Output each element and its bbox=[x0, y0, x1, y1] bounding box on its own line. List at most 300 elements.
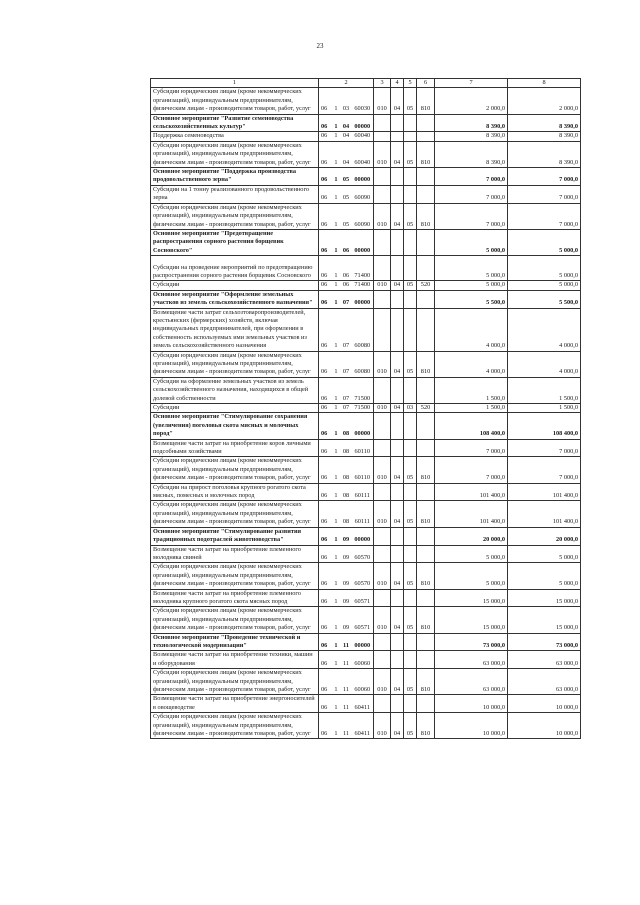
code-subprogram-cell: 1 bbox=[332, 168, 341, 186]
row-name-cell: Субсидии юридическим лицам (кроме некоммерческих организаций), индивидуальным предпринимателям, физическим лицам - производителям товаров, работ, услуг bbox=[151, 457, 319, 483]
code-program-cell: 06 bbox=[319, 229, 332, 255]
code-subprogram-cell: 1 bbox=[332, 351, 341, 377]
code-subsection-cell: 05 bbox=[404, 501, 417, 527]
code-subprogram-cell: 1 bbox=[332, 203, 341, 229]
table-row bbox=[151, 713, 581, 739]
row-name-cell: Субсидии на прирост поголовья крупного рогатого скота мясных, помесных и молочных пород bbox=[151, 483, 319, 501]
code-subprogram-cell: 1 bbox=[332, 256, 341, 281]
code-section-cell bbox=[391, 114, 404, 132]
code-activity-cell: 11 bbox=[341, 713, 352, 739]
amount-col7-cell: 108 400,0 bbox=[435, 413, 508, 439]
code-subprogram-cell: 1 bbox=[332, 695, 341, 713]
code-section-cell: 04 bbox=[391, 501, 404, 527]
code-subprogram-cell: 1 bbox=[332, 607, 341, 633]
code-subprogram-cell: 1 bbox=[332, 483, 341, 501]
code-expense-type-cell: 810 bbox=[417, 563, 435, 589]
code-expense-type-cell: 520 bbox=[417, 404, 435, 413]
code-section-cell: 04 bbox=[391, 457, 404, 483]
code-program-cell: 06 bbox=[319, 457, 332, 483]
amount-col7-cell: 63 000,0 bbox=[435, 651, 508, 669]
code-section-cell: 04 bbox=[391, 713, 404, 739]
code-subprogram-cell: 1 bbox=[332, 713, 341, 739]
code-program-cell: 06 bbox=[319, 669, 332, 695]
code-subsection-cell bbox=[404, 483, 417, 501]
table-row bbox=[151, 607, 581, 633]
table-row bbox=[151, 351, 581, 377]
code-subprogram-cell: 1 bbox=[332, 229, 341, 255]
row-name-cell: Субсидии bbox=[151, 404, 319, 413]
header-cell: 5 bbox=[404, 79, 417, 88]
code-direction-cell: 00000 bbox=[352, 229, 374, 255]
row-name-cell: Основное мероприятие "Стимулирование сохранения (увеличения) поголовья скота мясных и молочных пород" bbox=[151, 413, 319, 439]
amount-col7-cell: 73 000,0 bbox=[435, 633, 508, 651]
code-direction-cell: 60111 bbox=[352, 501, 374, 527]
code-section-cell bbox=[391, 651, 404, 669]
code-program-cell: 06 bbox=[319, 501, 332, 527]
code-expense-type-cell bbox=[417, 256, 435, 281]
code-direction-cell: 00000 bbox=[352, 290, 374, 308]
code-activity-cell: 09 bbox=[341, 527, 352, 545]
code-program-cell: 06 bbox=[319, 413, 332, 439]
code-section-cell bbox=[391, 483, 404, 501]
code-subprogram-cell: 1 bbox=[332, 377, 341, 403]
code-direction-cell: 60570 bbox=[352, 545, 374, 563]
code-program-cell: 06 bbox=[319, 256, 332, 281]
header-cell: 4 bbox=[391, 79, 404, 88]
code-subprogram-cell: 1 bbox=[332, 651, 341, 669]
code-section-cell bbox=[391, 377, 404, 403]
code-subprogram-cell: 1 bbox=[332, 563, 341, 589]
code-expense-type-cell: 810 bbox=[417, 141, 435, 167]
code-direction-cell: 00000 bbox=[352, 168, 374, 186]
row-name-cell: Основное мероприятие "Предотвращение распространения сорного растения борщевик Сосновского" bbox=[151, 229, 319, 255]
code-section-cell bbox=[391, 695, 404, 713]
code-subsection-cell bbox=[404, 651, 417, 669]
table-row bbox=[151, 185, 581, 203]
table-row bbox=[151, 256, 581, 281]
table-row bbox=[151, 141, 581, 167]
code-subsection-cell bbox=[404, 308, 417, 351]
code-ministry-cell bbox=[374, 290, 391, 308]
row-name-cell: Основное мероприятие "Проведение технической и технологической модернизации" bbox=[151, 633, 319, 651]
header-cell: 3 bbox=[374, 79, 391, 88]
amount-col8-cell: 5 000,0 bbox=[508, 563, 581, 589]
table-row-main-activity bbox=[151, 229, 581, 255]
code-direction-cell: 60570 bbox=[352, 563, 374, 589]
table-row-main-activity bbox=[151, 633, 581, 651]
code-ministry-cell bbox=[374, 589, 391, 607]
code-direction-cell: 60040 bbox=[352, 132, 374, 141]
code-ministry-cell bbox=[374, 527, 391, 545]
code-subsection-cell bbox=[404, 229, 417, 255]
code-ministry-cell bbox=[374, 229, 391, 255]
code-activity-cell: 11 bbox=[341, 633, 352, 651]
code-ministry-cell bbox=[374, 413, 391, 439]
row-name-cell: Возмещение части затрат на приобретение техники, машин и оборудования bbox=[151, 651, 319, 669]
code-program-cell: 06 bbox=[319, 168, 332, 186]
code-subprogram-cell: 1 bbox=[332, 527, 341, 545]
amount-col7-cell: 8 390,0 bbox=[435, 132, 508, 141]
amount-col8-cell: 10 000,0 bbox=[508, 695, 581, 713]
code-subsection-cell bbox=[404, 256, 417, 281]
code-expense-type-cell: 810 bbox=[417, 713, 435, 739]
amount-col8-cell: 7 000,0 bbox=[508, 185, 581, 203]
code-activity-cell: 05 bbox=[341, 185, 352, 203]
code-expense-type-cell bbox=[417, 308, 435, 351]
code-ministry-cell bbox=[374, 308, 391, 351]
code-activity-cell: 07 bbox=[341, 308, 352, 351]
amount-col8-cell: 15 000,0 bbox=[508, 607, 581, 633]
code-subsection-cell bbox=[404, 132, 417, 141]
code-subprogram-cell: 1 bbox=[332, 114, 341, 132]
table-row bbox=[151, 203, 581, 229]
amount-col8-cell: 5 000,0 bbox=[508, 281, 581, 290]
code-subsection-cell: 05 bbox=[404, 563, 417, 589]
code-activity-cell: 05 bbox=[341, 203, 352, 229]
row-name-cell: Субсидии на 1 тонну реализованного продовольственного зерна bbox=[151, 185, 319, 203]
code-subprogram-cell: 1 bbox=[332, 185, 341, 203]
amount-col7-cell: 1 500,0 bbox=[435, 377, 508, 403]
code-program-cell: 06 bbox=[319, 203, 332, 229]
code-subsection-cell: 05 bbox=[404, 351, 417, 377]
amount-col7-cell: 8 390,0 bbox=[435, 141, 508, 167]
code-ministry-cell bbox=[374, 545, 391, 563]
amount-col8-cell: 101 400,0 bbox=[508, 483, 581, 501]
code-direction-cell: 60060 bbox=[352, 651, 374, 669]
row-name-cell: Основное мероприятие "Развитие семеноводства сельскохозяйственных культур" bbox=[151, 114, 319, 132]
amount-col8-cell: 5 000,0 bbox=[508, 545, 581, 563]
row-name-cell: Основное мероприятие "Поддержка производства продовольственного зерна" bbox=[151, 168, 319, 186]
code-expense-type-cell bbox=[417, 377, 435, 403]
code-expense-type-cell bbox=[417, 229, 435, 255]
table-row-main-activity bbox=[151, 290, 581, 308]
table-row-main-activity bbox=[151, 527, 581, 545]
code-ministry-cell: 010 bbox=[374, 203, 391, 229]
row-name-cell: Субсидии юридическим лицам (кроме некоммерческих организаций), индивидуальным предпринимателям, физическим лицам - производителям товаров, работ, услуг bbox=[151, 141, 319, 167]
code-program-cell: 06 bbox=[319, 483, 332, 501]
code-expense-type-cell bbox=[417, 290, 435, 308]
code-program-cell: 06 bbox=[319, 713, 332, 739]
code-section-cell: 04 bbox=[391, 563, 404, 589]
code-subsection-cell: 05 bbox=[404, 713, 417, 739]
code-ministry-cell bbox=[374, 377, 391, 403]
code-subsection-cell bbox=[404, 168, 417, 186]
amount-col8-cell: 7 000,0 bbox=[508, 203, 581, 229]
amount-col8-cell: 63 000,0 bbox=[508, 669, 581, 695]
code-direction-cell: 00000 bbox=[352, 633, 374, 651]
code-ministry-cell bbox=[374, 256, 391, 281]
row-name-cell: Возмещение части затрат на приобретение племенного молодняка свиней bbox=[151, 545, 319, 563]
code-activity-cell: 08 bbox=[341, 439, 352, 457]
table-row bbox=[151, 377, 581, 403]
code-expense-type-cell bbox=[417, 168, 435, 186]
code-activity-cell: 09 bbox=[341, 589, 352, 607]
amount-col7-cell: 15 000,0 bbox=[435, 607, 508, 633]
row-name-cell: Субсидии юридическим лицам (кроме некоммерческих организаций), индивидуальным предпринимателям, физическим лицам - производителям товаров, работ, услуг bbox=[151, 203, 319, 229]
code-program-cell: 06 bbox=[319, 185, 332, 203]
table-row bbox=[151, 589, 581, 607]
code-subsection-cell bbox=[404, 633, 417, 651]
code-program-cell: 06 bbox=[319, 527, 332, 545]
code-subprogram-cell: 1 bbox=[332, 404, 341, 413]
row-name-cell: Субсидии юридическим лицам (кроме некоммерческих организаций), индивидуальным предпринимателям, физическим лицам - производителям товаров, работ, услуг bbox=[151, 713, 319, 739]
code-expense-type-cell bbox=[417, 413, 435, 439]
code-section-cell bbox=[391, 527, 404, 545]
code-direction-cell: 00000 bbox=[352, 114, 374, 132]
amount-col8-cell: 5 000,0 bbox=[508, 229, 581, 255]
code-activity-cell: 08 bbox=[341, 457, 352, 483]
amount-col7-cell: 15 000,0 bbox=[435, 589, 508, 607]
code-expense-type-cell: 810 bbox=[417, 607, 435, 633]
table-row bbox=[151, 308, 581, 351]
code-subprogram-cell: 1 bbox=[332, 589, 341, 607]
table-row bbox=[151, 695, 581, 713]
code-subsection-cell: 05 bbox=[404, 141, 417, 167]
code-subsection-cell bbox=[404, 695, 417, 713]
amount-col8-cell: 8 390,0 bbox=[508, 132, 581, 141]
code-ministry-cell bbox=[374, 483, 391, 501]
code-ministry-cell: 010 bbox=[374, 563, 391, 589]
code-ministry-cell bbox=[374, 651, 391, 669]
code-activity-cell: 07 bbox=[341, 377, 352, 403]
code-program-cell: 06 bbox=[319, 563, 332, 589]
code-subprogram-cell: 1 bbox=[332, 88, 341, 114]
row-name-cell: Возмещение части затрат сельхозтоваропроизводителей, крестьянских (фермерских) хозяйств, включая индивидуальных предпринимателей, при оформлении в собственность используемых ими земельных участков из земель сельскохозяйственного назначения bbox=[151, 308, 319, 351]
code-expense-type-cell bbox=[417, 589, 435, 607]
code-subprogram-cell: 1 bbox=[332, 308, 341, 351]
code-subsection-cell bbox=[404, 545, 417, 563]
code-activity-cell: 04 bbox=[341, 114, 352, 132]
code-activity-cell: 03 bbox=[341, 88, 352, 114]
code-subsection-cell bbox=[404, 439, 417, 457]
amount-col7-cell: 4 000,0 bbox=[435, 351, 508, 377]
code-subprogram-cell: 1 bbox=[332, 669, 341, 695]
code-expense-type-cell bbox=[417, 527, 435, 545]
code-section-cell: 04 bbox=[391, 351, 404, 377]
code-activity-cell: 09 bbox=[341, 607, 352, 633]
code-subprogram-cell: 1 bbox=[332, 457, 341, 483]
code-program-cell: 06 bbox=[319, 281, 332, 290]
code-ministry-cell bbox=[374, 439, 391, 457]
code-subprogram-cell: 1 bbox=[332, 439, 341, 457]
row-name-cell: Субсидии юридическим лицам (кроме некоммерческих организаций), индивидуальным предпринимателям, физическим лицам - производителям товаров, работ, услуг bbox=[151, 563, 319, 589]
table-row-main-activity bbox=[151, 168, 581, 186]
amount-col8-cell: 2 000,0 bbox=[508, 88, 581, 114]
amount-col8-cell: 101 400,0 bbox=[508, 501, 581, 527]
amount-col7-cell: 5 000,0 bbox=[435, 545, 508, 563]
row-name-cell: Основное мероприятие "Стимулирование развития традиционных подотраслей животноводства" bbox=[151, 527, 319, 545]
code-direction-cell: 60080 bbox=[352, 308, 374, 351]
amount-col7-cell: 10 000,0 bbox=[435, 695, 508, 713]
amount-col8-cell: 4 000,0 bbox=[508, 308, 581, 351]
code-section-cell: 04 bbox=[391, 281, 404, 290]
code-expense-type-cell bbox=[417, 651, 435, 669]
code-program-cell: 06 bbox=[319, 114, 332, 132]
code-expense-type-cell bbox=[417, 545, 435, 563]
code-section-cell bbox=[391, 185, 404, 203]
code-program-cell: 06 bbox=[319, 404, 332, 413]
code-direction-cell: 60080 bbox=[352, 351, 374, 377]
amount-col8-cell: 4 000,0 bbox=[508, 351, 581, 377]
code-section-cell bbox=[391, 439, 404, 457]
code-direction-cell: 71500 bbox=[352, 377, 374, 403]
code-activity-cell: 11 bbox=[341, 651, 352, 669]
amount-col8-cell: 15 000,0 bbox=[508, 589, 581, 607]
code-subsection-cell: 05 bbox=[404, 203, 417, 229]
amount-col7-cell: 2 000,0 bbox=[435, 88, 508, 114]
code-ministry-cell: 010 bbox=[374, 713, 391, 739]
table-row bbox=[151, 132, 581, 141]
code-program-cell: 06 bbox=[319, 308, 332, 351]
amount-col7-cell: 7 000,0 bbox=[435, 457, 508, 483]
code-expense-type-cell: 520 bbox=[417, 281, 435, 290]
amount-col7-cell: 7 000,0 bbox=[435, 439, 508, 457]
code-direction-cell: 60110 bbox=[352, 457, 374, 483]
code-subprogram-cell: 1 bbox=[332, 413, 341, 439]
code-program-cell: 06 bbox=[319, 651, 332, 669]
row-name-cell: Субсидии юридическим лицам (кроме некоммерческих организаций), индивидуальным предпринимателям, физическим лицам - производителям товаров, работ, услуг bbox=[151, 501, 319, 527]
code-expense-type-cell: 810 bbox=[417, 88, 435, 114]
code-ministry-cell: 010 bbox=[374, 88, 391, 114]
code-program-cell: 06 bbox=[319, 439, 332, 457]
code-section-cell bbox=[391, 256, 404, 281]
code-direction-cell: 60090 bbox=[352, 185, 374, 203]
code-activity-cell: 07 bbox=[341, 351, 352, 377]
table-row-main-activity bbox=[151, 413, 581, 439]
code-expense-type-cell bbox=[417, 185, 435, 203]
row-name-cell: Возмещение части затрат на приобретение племенного молодняка крупного рогатого скота мясных пород bbox=[151, 589, 319, 607]
code-section-cell: 04 bbox=[391, 607, 404, 633]
code-program-cell: 06 bbox=[319, 132, 332, 141]
code-ministry-cell: 010 bbox=[374, 281, 391, 290]
amount-col7-cell: 20 000,0 bbox=[435, 527, 508, 545]
code-expense-type-cell bbox=[417, 132, 435, 141]
code-activity-cell: 09 bbox=[341, 545, 352, 563]
amount-col8-cell: 10 000,0 bbox=[508, 713, 581, 739]
code-activity-cell: 08 bbox=[341, 483, 352, 501]
code-subsection-cell bbox=[404, 114, 417, 132]
header-row bbox=[151, 79, 581, 88]
code-section-cell bbox=[391, 290, 404, 308]
row-name-cell: Субсидии bbox=[151, 281, 319, 290]
code-direction-cell: 60060 bbox=[352, 669, 374, 695]
table-row bbox=[151, 439, 581, 457]
code-activity-cell: 11 bbox=[341, 669, 352, 695]
code-direction-cell: 71500 bbox=[352, 404, 374, 413]
code-subsection-cell: 05 bbox=[404, 281, 417, 290]
amount-col8-cell: 108 400,0 bbox=[508, 413, 581, 439]
code-section-cell bbox=[391, 545, 404, 563]
amount-col7-cell: 101 400,0 bbox=[435, 483, 508, 501]
code-activity-cell: 04 bbox=[341, 141, 352, 167]
amount-col8-cell: 1 500,0 bbox=[508, 377, 581, 403]
code-direction-cell: 60411 bbox=[352, 695, 374, 713]
code-activity-cell: 06 bbox=[341, 256, 352, 281]
amount-col7-cell: 1 500,0 bbox=[435, 404, 508, 413]
table-row bbox=[151, 457, 581, 483]
code-program-cell: 06 bbox=[319, 351, 332, 377]
row-name-cell: Возмещение части затрат на приобретение коров личными подсобными хозяйствами bbox=[151, 439, 319, 457]
code-ministry-cell: 010 bbox=[374, 501, 391, 527]
code-ministry-cell bbox=[374, 114, 391, 132]
row-name-cell: Субсидии юридическим лицам (кроме некоммерческих организаций), индивидуальным предпринимателям, физическим лицам - производителям товаров, работ, услуг bbox=[151, 669, 319, 695]
code-program-cell: 06 bbox=[319, 290, 332, 308]
code-section-cell: 04 bbox=[391, 404, 404, 413]
code-program-cell: 06 bbox=[319, 377, 332, 403]
code-ministry-cell bbox=[374, 633, 391, 651]
code-section-cell bbox=[391, 168, 404, 186]
code-ministry-cell: 010 bbox=[374, 141, 391, 167]
code-subsection-cell: 05 bbox=[404, 607, 417, 633]
code-section-cell bbox=[391, 589, 404, 607]
code-expense-type-cell: 810 bbox=[417, 351, 435, 377]
code-ministry-cell: 010 bbox=[374, 669, 391, 695]
code-section-cell bbox=[391, 633, 404, 651]
amount-col7-cell: 8 390,0 bbox=[435, 114, 508, 132]
code-program-cell: 06 bbox=[319, 141, 332, 167]
code-direction-cell: 60030 bbox=[352, 88, 374, 114]
code-direction-cell: 00000 bbox=[352, 413, 374, 439]
code-section-cell: 04 bbox=[391, 141, 404, 167]
code-section-cell bbox=[391, 229, 404, 255]
amount-col7-cell: 5 000,0 bbox=[435, 256, 508, 281]
code-ministry-cell bbox=[374, 132, 391, 141]
amount-col7-cell: 101 400,0 bbox=[435, 501, 508, 527]
row-name-cell: Субсидия на оформление земельных участков из земель сельскохозяйственного назначения, находящихся в общей долевой собственности bbox=[151, 377, 319, 403]
amount-col7-cell: 7 000,0 bbox=[435, 168, 508, 186]
amount-col7-cell: 4 000,0 bbox=[435, 308, 508, 351]
code-program-cell: 06 bbox=[319, 695, 332, 713]
code-direction-cell: 60110 bbox=[352, 439, 374, 457]
code-subprogram-cell: 1 bbox=[332, 290, 341, 308]
code-subprogram-cell: 1 bbox=[332, 281, 341, 290]
code-ministry-cell bbox=[374, 185, 391, 203]
amount-col7-cell: 63 000,0 bbox=[435, 669, 508, 695]
amount-col7-cell: 5 000,0 bbox=[435, 229, 508, 255]
code-subsection-cell bbox=[404, 290, 417, 308]
row-name-cell: Субсидии юридическим лицам (кроме некоммерческих организаций), индивидуальным предпринимателям, физическим лицам - производителям товаров, работ, услуг bbox=[151, 607, 319, 633]
code-program-cell: 06 bbox=[319, 589, 332, 607]
row-name-cell: Основное мероприятие "Оформление земельных участков из земель сельскохозяйственного назначения" bbox=[151, 290, 319, 308]
amount-col8-cell: 8 390,0 bbox=[508, 114, 581, 132]
table-row bbox=[151, 545, 581, 563]
code-activity-cell: 09 bbox=[341, 563, 352, 589]
code-expense-type-cell bbox=[417, 633, 435, 651]
code-ministry-cell bbox=[374, 168, 391, 186]
code-direction-cell: 60571 bbox=[352, 589, 374, 607]
code-activity-cell: 05 bbox=[341, 168, 352, 186]
code-subsection-cell bbox=[404, 527, 417, 545]
code-subsection-cell bbox=[404, 185, 417, 203]
code-subprogram-cell: 1 bbox=[332, 633, 341, 651]
code-program-cell: 06 bbox=[319, 633, 332, 651]
code-subsection-cell bbox=[404, 413, 417, 439]
code-expense-type-cell: 810 bbox=[417, 457, 435, 483]
code-program-cell: 06 bbox=[319, 545, 332, 563]
row-name-cell: Субсидии юридическим лицам (кроме некоммерческих организаций), индивидуальным предпринимателям, физическим лицам - производителям товаров, работ, услуг bbox=[151, 351, 319, 377]
code-section-cell bbox=[391, 132, 404, 141]
code-subprogram-cell: 1 bbox=[332, 141, 341, 167]
code-expense-type-cell bbox=[417, 439, 435, 457]
code-direction-cell: 71400 bbox=[352, 281, 374, 290]
code-ministry-cell bbox=[374, 695, 391, 713]
code-section-cell: 04 bbox=[391, 88, 404, 114]
header-cell: 6 bbox=[417, 79, 435, 88]
code-subprogram-cell: 1 bbox=[332, 545, 341, 563]
code-expense-type-cell bbox=[417, 483, 435, 501]
code-activity-cell: 07 bbox=[341, 290, 352, 308]
table-row bbox=[151, 669, 581, 695]
